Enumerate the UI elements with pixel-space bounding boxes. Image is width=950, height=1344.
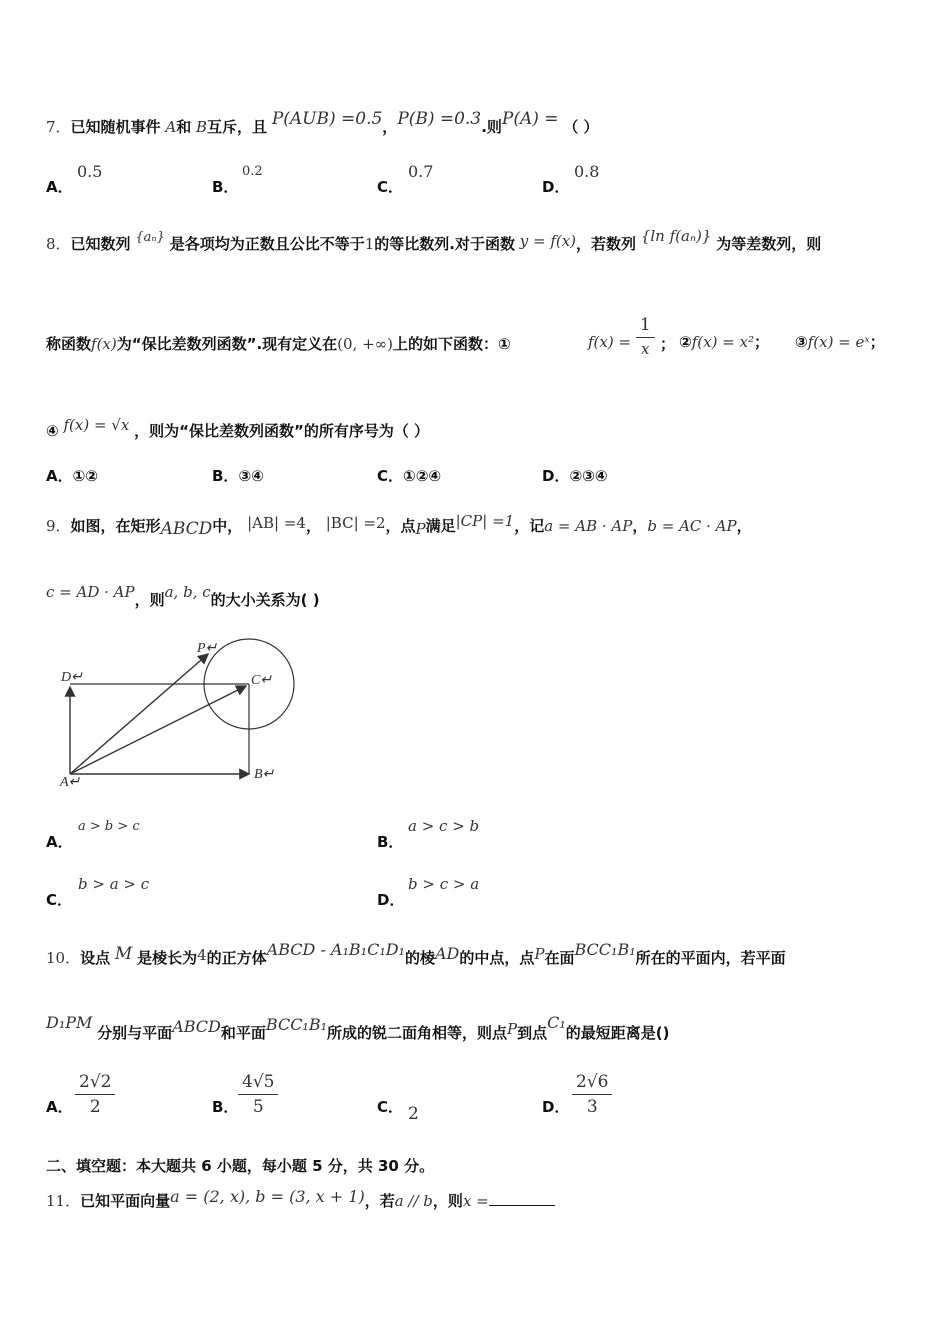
q9-text: 如图，在矩形 bbox=[70, 517, 161, 535]
q10-math-d1pm: D₁PM bbox=[46, 1013, 93, 1032]
label-p: P↵ bbox=[197, 641, 218, 656]
q9-math-rect: ABCD bbox=[160, 519, 213, 539]
q8-text: 已知数列 bbox=[70, 235, 131, 253]
q10-text: 的最短距离是() bbox=[565, 1024, 670, 1042]
option-label: B． bbox=[212, 467, 239, 485]
q7-number: 7． bbox=[46, 118, 71, 136]
q10-math-p2: P bbox=[507, 1020, 518, 1038]
q11-math-x: x = bbox=[462, 1192, 489, 1210]
q10-number: 10． bbox=[46, 949, 81, 967]
label-b: B↵ bbox=[254, 767, 275, 782]
q8-text: 为等差数列，则 bbox=[716, 235, 822, 253]
q9-option-b-value: a > c > b bbox=[408, 817, 480, 835]
q10-stem-line2 bbox=[46, 1013, 670, 1043]
q10-text: 在面 bbox=[544, 949, 575, 967]
q7-text: ， bbox=[382, 118, 398, 136]
q10-text: 分别与平面 bbox=[97, 1024, 173, 1042]
q8-func-1-frac bbox=[636, 315, 655, 358]
q10-math-cube: ABCD - A₁B₁C₁D₁ bbox=[266, 940, 405, 959]
q9-stem-line1 bbox=[46, 512, 752, 539]
q9-math-a: a = AB · AP bbox=[544, 517, 633, 535]
q10-option-b-label: B． bbox=[212, 1098, 239, 1116]
option-label: D． bbox=[542, 467, 570, 485]
q10-text: 是棱长为 bbox=[137, 949, 198, 967]
q10-text: 设点 bbox=[80, 949, 111, 967]
q8-stem-line1 bbox=[46, 227, 822, 254]
q7-option-d-value: 0.8 bbox=[574, 162, 600, 181]
q7-math-p-abar: P(A) = bbox=[501, 109, 559, 129]
q10-option-a-value bbox=[75, 1072, 115, 1117]
q10-math-four: 4 bbox=[197, 946, 207, 964]
q8-text: 为“保比差数列函数”.现有定义在 bbox=[116, 335, 338, 353]
q10-math-ad: AD bbox=[434, 944, 460, 963]
frac-denominator: 5 bbox=[252, 1097, 264, 1117]
q9-option-a-value: a > b > c bbox=[78, 819, 140, 834]
q8-math-an: {aₙ} bbox=[135, 230, 165, 245]
q9-figure bbox=[55, 635, 315, 795]
q8-text: 是各项均为正数且公比不等于 bbox=[169, 235, 365, 253]
q10-option-d-label: D． bbox=[542, 1098, 570, 1116]
q9-option-d-label: D． bbox=[377, 891, 405, 909]
q8-text: 的等比数列.对于函数 bbox=[374, 235, 515, 253]
q7-option-d bbox=[542, 176, 569, 197]
option-label: D． bbox=[542, 178, 570, 196]
q9-figure-svg bbox=[55, 635, 315, 795]
q7-option-c-value: 0.7 bbox=[408, 162, 434, 181]
q9-text: ，记 bbox=[514, 517, 545, 535]
label-d: D↵ bbox=[61, 670, 83, 685]
frac-denominator: 3 bbox=[586, 1097, 598, 1117]
q7-option-b bbox=[212, 176, 238, 197]
q7-option-c bbox=[377, 176, 403, 197]
q9-math-p: P bbox=[415, 520, 426, 538]
q8-func-3 bbox=[795, 331, 885, 352]
q9-option-b-label: B． bbox=[377, 833, 404, 851]
q10-text: 的正方体 bbox=[206, 949, 267, 967]
section-title: 二、填空题：本大题共 6 小题，每小题 5 分，共 30 分。 bbox=[46, 1157, 435, 1175]
option-value: ②③④ bbox=[569, 467, 608, 485]
q11-answer-blank[interactable] bbox=[489, 1191, 555, 1206]
option-label: A． bbox=[46, 467, 73, 485]
vector-ap bbox=[70, 654, 208, 774]
q9-number: 9． bbox=[46, 517, 71, 535]
q7-text: .则 bbox=[481, 118, 502, 136]
q8-math-fx: f(x) bbox=[91, 335, 117, 353]
q11-math-parallel: a // b bbox=[394, 1192, 433, 1210]
q8-func-1 bbox=[588, 315, 655, 358]
q7-text: 和 bbox=[176, 118, 192, 136]
frac-numerator: 2√6 bbox=[572, 1072, 612, 1095]
q10-math-p: P bbox=[534, 945, 545, 963]
q10-text: 和平面 bbox=[220, 1024, 266, 1042]
q7-answer-paren: （ ） bbox=[563, 118, 599, 136]
q9-math-c: c = AD · AP bbox=[46, 583, 135, 601]
q10-math-face2: BCC₁B₁ bbox=[265, 1015, 328, 1034]
option-label: B． bbox=[212, 178, 239, 196]
q9-text: ， bbox=[305, 517, 321, 535]
q8-option-a bbox=[46, 465, 98, 486]
q7-option-b-value: 0.2 bbox=[242, 164, 263, 179]
q10-text: 所在的平面内，若平面 bbox=[635, 949, 786, 967]
q9-option-c-label: C． bbox=[46, 891, 73, 909]
q8-circled-4: ④ bbox=[46, 422, 59, 440]
q8-func-2 bbox=[679, 331, 769, 352]
q9-math-b: b = AC · AP bbox=[647, 517, 737, 535]
q9-math-ab: |AB| =4 bbox=[247, 514, 306, 532]
q8-number: 8． bbox=[46, 235, 71, 253]
q9-text: ，点 bbox=[385, 517, 416, 535]
q11-text: ，若 bbox=[364, 1192, 395, 1210]
option-value: ①② bbox=[72, 467, 99, 485]
q10-math-m: M bbox=[114, 944, 133, 964]
q10-option-b-value bbox=[238, 1072, 278, 1117]
q11-text: 已知平面向量 bbox=[80, 1192, 171, 1210]
q9-text: 的大小关系为( ) bbox=[210, 591, 320, 609]
q7-option-a bbox=[46, 176, 73, 197]
q10-math-face: BCC₁B₁ bbox=[574, 940, 636, 959]
q10-stem-line1 bbox=[46, 940, 786, 968]
q11-text: ，则 bbox=[432, 1192, 463, 1210]
q7-math-p-aub: P(AUB) =0.5 bbox=[271, 109, 383, 129]
q7-math-b: B bbox=[195, 118, 208, 136]
q8-func-4-expr: f(x) = √x bbox=[63, 416, 130, 434]
label-a: A↵ bbox=[60, 775, 81, 790]
q8-text: ； bbox=[869, 333, 885, 351]
q8-circled-3: ③ bbox=[795, 333, 808, 351]
q8-sep bbox=[660, 333, 675, 354]
q10-text: 所成的锐二面角相等，则点 bbox=[327, 1024, 508, 1042]
q8-text: ； bbox=[660, 335, 676, 353]
frac-denominator: x bbox=[641, 340, 650, 358]
q10-option-c-value: 2 bbox=[408, 1104, 419, 1124]
q10-option-d-value bbox=[572, 1072, 612, 1117]
q8-math-domain: (0, +∞) bbox=[337, 335, 394, 353]
option-label: C． bbox=[377, 467, 404, 485]
q8-func-1-lhs: f(x) = bbox=[588, 333, 632, 351]
q9-option-c-value: b > a > c bbox=[78, 875, 150, 893]
q10-option-c-label: C． bbox=[377, 1098, 404, 1116]
q9-option-d-value: b > c > a bbox=[408, 875, 480, 893]
option-value: ③④ bbox=[238, 467, 264, 485]
q8-text: 称函数 bbox=[46, 335, 92, 353]
q8-circled-2: ② bbox=[679, 333, 692, 351]
frac-numerator: 4√5 bbox=[238, 1072, 278, 1095]
q9-text: ， bbox=[736, 517, 752, 535]
q8-func-3-expr: f(x) = eˣ bbox=[807, 333, 870, 351]
q11-number: 11． bbox=[46, 1192, 81, 1210]
q9-stem-line2 bbox=[46, 583, 320, 610]
q8-text: ，若数列 bbox=[576, 235, 637, 253]
q9-math-bc: |BC| =2 bbox=[325, 514, 386, 532]
q7-text: 已知随机事件 bbox=[70, 118, 161, 136]
q8-func-2-expr: f(x) = x² bbox=[691, 333, 754, 351]
q8-math-y: y = f(x) bbox=[519, 232, 577, 250]
q9-math-abc: a, b, c bbox=[164, 583, 211, 601]
q10-text: 到点 bbox=[517, 1024, 548, 1042]
q10-math-c1: C₁ bbox=[547, 1013, 566, 1032]
q10-option-a-label: A． bbox=[46, 1098, 73, 1116]
q8-text: ； bbox=[754, 333, 770, 351]
q7-stem bbox=[46, 109, 599, 137]
frac-numerator: 2√2 bbox=[75, 1072, 115, 1095]
q8-math-ln: {ln f(aₙ)} bbox=[640, 227, 712, 245]
q7-option-a-value: 0.5 bbox=[77, 162, 103, 181]
q11-stem bbox=[46, 1187, 555, 1211]
q7-math-p-b: P(B) =0.3 bbox=[397, 109, 482, 129]
q8-text: ，则为“保比差数列函数”的所有序号为（ ） bbox=[134, 422, 430, 440]
option-value: ①②④ bbox=[403, 467, 442, 485]
vector-ac bbox=[70, 686, 246, 774]
q8-stem-line3 bbox=[46, 416, 430, 441]
q7-text: 互斥，且 bbox=[207, 118, 268, 136]
q9-text: ， bbox=[632, 517, 648, 535]
q8-text: 上的如下函数：① bbox=[393, 335, 511, 353]
q8-stem-line2 bbox=[46, 333, 511, 354]
q10-text: 的中点，点 bbox=[459, 949, 535, 967]
frac-numerator: 1 bbox=[636, 315, 655, 338]
q11-math-vectors: a = (2, x), b = (3, x + 1) bbox=[170, 1187, 365, 1206]
q7-math-a: A bbox=[165, 118, 177, 136]
option-label: A． bbox=[46, 178, 73, 196]
q9-text: 中， bbox=[212, 517, 243, 535]
q9-option-a-label: A． bbox=[46, 833, 73, 851]
option-label: C． bbox=[377, 178, 404, 196]
q8-option-d bbox=[542, 465, 608, 486]
q9-text: ，则 bbox=[134, 591, 165, 609]
q8-option-b bbox=[212, 465, 264, 486]
q9-math-cp: |CP| =1 bbox=[455, 512, 515, 530]
label-c: C↵ bbox=[251, 673, 273, 688]
q8-math-one: 1 bbox=[364, 235, 375, 253]
q9-text: 满足 bbox=[425, 517, 456, 535]
q8-option-c bbox=[377, 465, 441, 486]
frac-denominator: 2 bbox=[89, 1097, 101, 1117]
q10-text: 的棱 bbox=[404, 949, 435, 967]
q10-math-abcd: ABCD bbox=[172, 1017, 221, 1036]
